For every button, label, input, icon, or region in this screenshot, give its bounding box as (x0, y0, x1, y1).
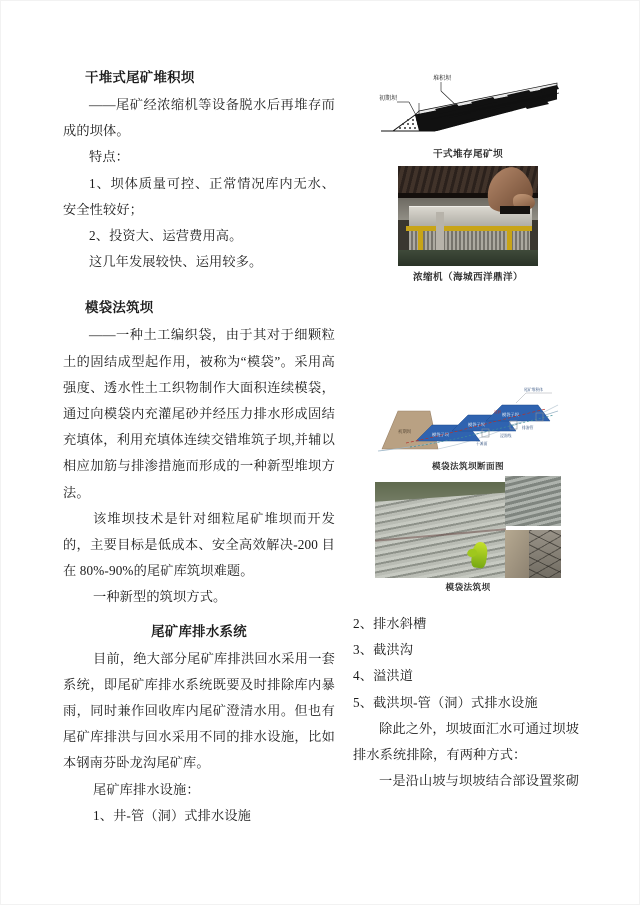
photo-support-right (507, 229, 512, 252)
figure-geobag-section (353, 371, 583, 472)
paragraph-method-one: 一是沿山坡与坝坡结合部设置浆砌 (379, 773, 580, 789)
label-seepage-pipe: 排渗管 (522, 426, 534, 430)
section-geobag (63, 295, 335, 610)
figure-geobag-photos (353, 476, 583, 593)
list-item-3: 3、截洪沟 (353, 642, 414, 658)
label-geobag-subdam-3: 模袋子坝 (502, 412, 519, 417)
paragraph-dry-stack-point-1: 1、坝体质量可控、正常情况库内无水、安全性较好； (63, 175, 335, 217)
section-heading-drainage: 尾矿库排水系统 (151, 623, 247, 639)
dry-stack-dam-drawing (375, 65, 561, 143)
label-geobag-subdam-2: 模袋子坝 (468, 422, 485, 427)
thickener-photo (398, 166, 538, 266)
paragraph-dry-stack-trend: 这几年发展较快、运用较多。 (89, 254, 263, 270)
list-item-2: 2、排水斜槽 (353, 616, 427, 631)
spacer (63, 611, 335, 619)
label-tailings-body: 尾矿堆积体 (524, 388, 543, 392)
figure-caption-geobag-section: 模袋法筑坝断面图 (432, 461, 504, 471)
section-drainage (63, 619, 335, 829)
section-dry-stack (63, 65, 335, 275)
paragraph-dry-stack-definition: ——尾矿经浓缩机等设备脱水后再堆存而成的坝体。 (63, 97, 335, 139)
photo-yellow-rail (406, 226, 532, 231)
label-line-annotation: 浸润 (494, 410, 502, 414)
geobag-photo-top-right (505, 476, 561, 526)
paragraph-drainage-overview: 目前，绝大部分尾矿库排洪回水采用一套系统，即尾矿库排水系统既要及时排除库内暴雨，同时兼作回收库内尾矿澄清水用。但也有尾矿库排洪与回水采用不同的排水设施，比如本钢南芬卧龙沟尾矿库。 (63, 650, 335, 771)
paragraph-geobag-purpose: 该堆坝技术是针对细粒尾矿堆坝而开发的，主要目标是低成本、安全高效解决-200 目在 80%-90%的尾矿库筑坝难题。 (63, 510, 335, 579)
label-geobag-subdam-1: 模袋子坝 (432, 432, 449, 437)
figure-caption-geobag-photos: 模袋法筑坝 (445, 582, 491, 592)
section-heading-dry-stack: 干堆式尾矿堆积坝 (85, 70, 195, 85)
geobag-photo-bottom-right (505, 530, 561, 578)
photo-dark-panel (500, 206, 530, 214)
dry-stack-dam-svg (375, 65, 561, 143)
figure-caption-thickener: 浓缩机（海城西洋鼎洋） (413, 272, 523, 283)
spacer (353, 283, 583, 371)
spacer (353, 593, 583, 611)
drainage-facility-list (353, 611, 583, 794)
photo-wet-slope (505, 476, 561, 526)
paragraph-geobag-definition: ——一种土工编织袋，由于其对于细颗粒土的固结成型起作用，被称为“模袋”。采用高强度、透水性土工织物制作大面积连续模袋，通过向模袋内充灌尾砂并经压力排水形成固结充填体，利用充填体连续交错堆筑子坝,并辅以相应加筋与排渗措施而形成的一种新型堆坝方法。 (63, 327, 335, 500)
label-initial-dam: 初期坝 (379, 96, 398, 102)
paragraph-dry-stack-features-label: 特点： (89, 149, 130, 165)
label-dry-beach: 干滩面 (476, 442, 488, 446)
paragraph-geobag-summary: 一种新型的筑坝方式。 (93, 589, 227, 605)
geobag-section-drawing (376, 371, 560, 457)
geobag-photo-main (375, 482, 506, 578)
geobag-section-svg (376, 371, 560, 457)
list-item-5: 5、截洪坝-管（洞）式排水设施 (353, 694, 538, 710)
paragraph-slope-drainage: 除此之外，坝坡面汇水可通过坝坡排水系统排除，有两种方式： (353, 720, 580, 763)
figure-thickener (353, 166, 583, 283)
figure-caption-dry-stack-dam: 干式堆存尾矿坝 (433, 149, 503, 160)
label-accumulation-dam: 堆积坝 (433, 76, 452, 82)
photo-sand-area (505, 530, 529, 578)
figure-dry-stack-dam (353, 65, 583, 160)
photo-column (436, 212, 444, 254)
spacer (63, 275, 335, 295)
label-phreatic-line: 浸润线 (500, 434, 512, 438)
right-column (353, 65, 583, 794)
list-item-4: 4、溢洪道 (353, 668, 414, 684)
section-heading-geobag: 模袋法筑坝 (85, 300, 154, 316)
geobag-photo-cluster (375, 476, 561, 578)
photo-floor (398, 250, 538, 266)
paragraph-drainage-item-1: 1、井-管（洞）式排水设施 (93, 807, 251, 823)
paragraph-dry-stack-point-2: 2、投资大、运营费用高。 (89, 228, 243, 244)
label-initial-dam: 初期坝 (398, 429, 412, 434)
paragraph-drainage-facilities-label: 尾矿库排水设施： (93, 781, 200, 797)
photo-support-left (418, 229, 423, 252)
left-text-column (63, 65, 335, 829)
